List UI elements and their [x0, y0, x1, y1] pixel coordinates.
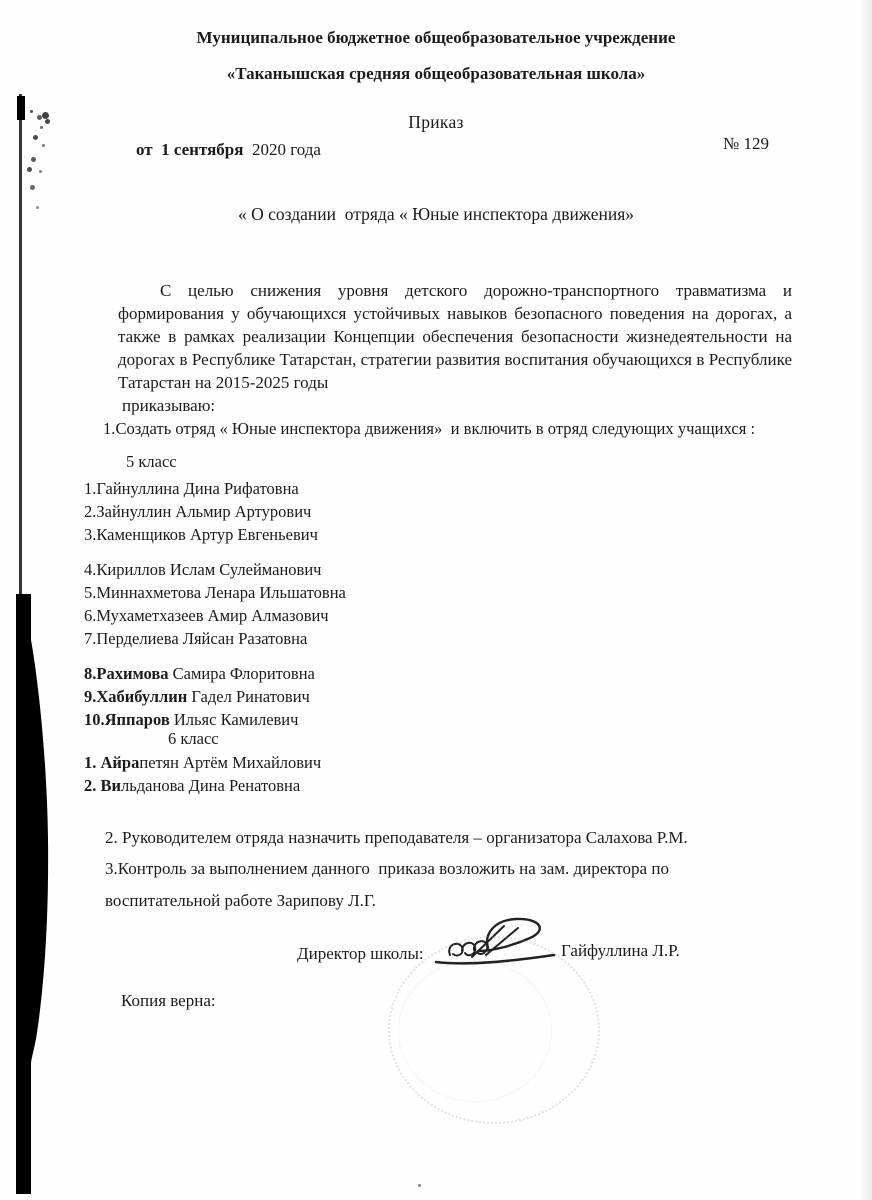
scan-artifact-dot	[418, 1184, 421, 1187]
student-row	[84, 627, 346, 650]
student-row	[84, 558, 346, 581]
student-name-bold-part: 10.Яппаров	[84, 710, 170, 729]
student-row	[84, 500, 346, 523]
student-row	[84, 662, 346, 685]
order-date-rest: 2020 года	[243, 140, 321, 159]
class5-label: 5 класс	[126, 452, 177, 471]
class5-student-list	[84, 477, 346, 731]
order-number: № 129	[723, 134, 769, 153]
order-item-1: 1.Создать отряд « Юные инспектора движения» и включить в отряд следующих учащихся :	[103, 419, 756, 438]
student-name-bold-part: 1. Айра	[84, 753, 140, 772]
preamble-paragraph: С целью снижения уровня детского дорожно-транспортного травматизма и формирования у обучающихся устойчивых навыков безопасного поведения на дорогах, а также в рамках реализации Концепции обеспечения безопасности жизнедеятельности на дорогах в Республике Татарстан, стратегии развития воспитания обучающихся в Республике Татарстан на 2015-2025 годы	[118, 281, 792, 392]
scan-artifact-bar	[0, 594, 60, 1200]
order-item-2: 2. Руководителем отряда назначить преподавателя – организатора Салахова Р.М.	[105, 828, 688, 847]
student-row	[84, 581, 346, 604]
student-name: 1.Гайнуллина Дина Рифатовна	[84, 479, 299, 498]
signature-label: Директор школы:	[297, 944, 424, 963]
student-name: петян Артём Михайлович	[139, 753, 322, 772]
scan-artifact-speckles	[30, 110, 33, 113]
scan-artifact-line	[19, 94, 22, 602]
student-row	[84, 604, 346, 627]
student-row	[84, 751, 321, 774]
student-name: 5.Миннахметова Ленара Ильшатовна	[84, 583, 346, 602]
order-item-3-line1: 3.Контроль за выполнением данного приказа возложить на зам. директора по	[105, 859, 669, 878]
student-row	[84, 477, 346, 500]
student-name-bold-part: 9.Хабибуллин	[84, 687, 188, 706]
resolve-word: приказываю:	[122, 396, 216, 415]
class6-label: 6 класс	[168, 729, 219, 748]
org-name-line2: «Таканышская средняя общеобразовательная школа»	[226, 64, 646, 83]
student-name: 7.Перделиева Ляйсан Разатовна	[84, 629, 308, 648]
scan-edge-shade	[858, 0, 872, 1200]
org-name-line1: Муниципальное бюджетное общеобразовательное учреждение	[196, 28, 676, 47]
student-row	[84, 774, 321, 797]
student-row	[84, 708, 346, 731]
student-name: Самира Флоритовна	[168, 664, 315, 683]
order-date	[136, 140, 321, 160]
student-name: 6.Мухаметхазеев Амир Алмазович	[84, 606, 329, 625]
stamp-inner-icon	[398, 960, 552, 1102]
copy-label: Копия верна:	[121, 991, 216, 1010]
order-subject: « О создании отряда « Юные инспектора движения»	[237, 204, 635, 224]
student-name-bold-part: 8.Рахимова	[84, 664, 169, 683]
student-name: 4.Кириллов Ислам Сулейманович	[84, 560, 322, 579]
order-item-3-line2: воспитательной работе Зарипову Л.Г.	[105, 891, 377, 910]
scan-artifact-mark	[17, 96, 25, 120]
student-name: Ильяс Камилевич	[169, 710, 299, 729]
student-row	[84, 523, 346, 546]
order-title: Приказ	[408, 112, 464, 132]
student-name: 2.Зайнуллин Альмир Артурович	[84, 502, 312, 521]
student-name: льданова Дина Ренатовна	[121, 776, 301, 795]
student-name: 3.Каменщиков Артур Евгеньевич	[84, 525, 318, 544]
director-name: Гайфуллина Л.Р.	[561, 941, 680, 960]
student-row	[84, 685, 346, 708]
student-name: Гадел Ринатович	[187, 687, 310, 706]
order-date-bold: от 1 сентября	[136, 140, 244, 159]
student-name-bold-part: 2. Ви	[84, 776, 122, 795]
class6-student-list	[84, 751, 321, 797]
